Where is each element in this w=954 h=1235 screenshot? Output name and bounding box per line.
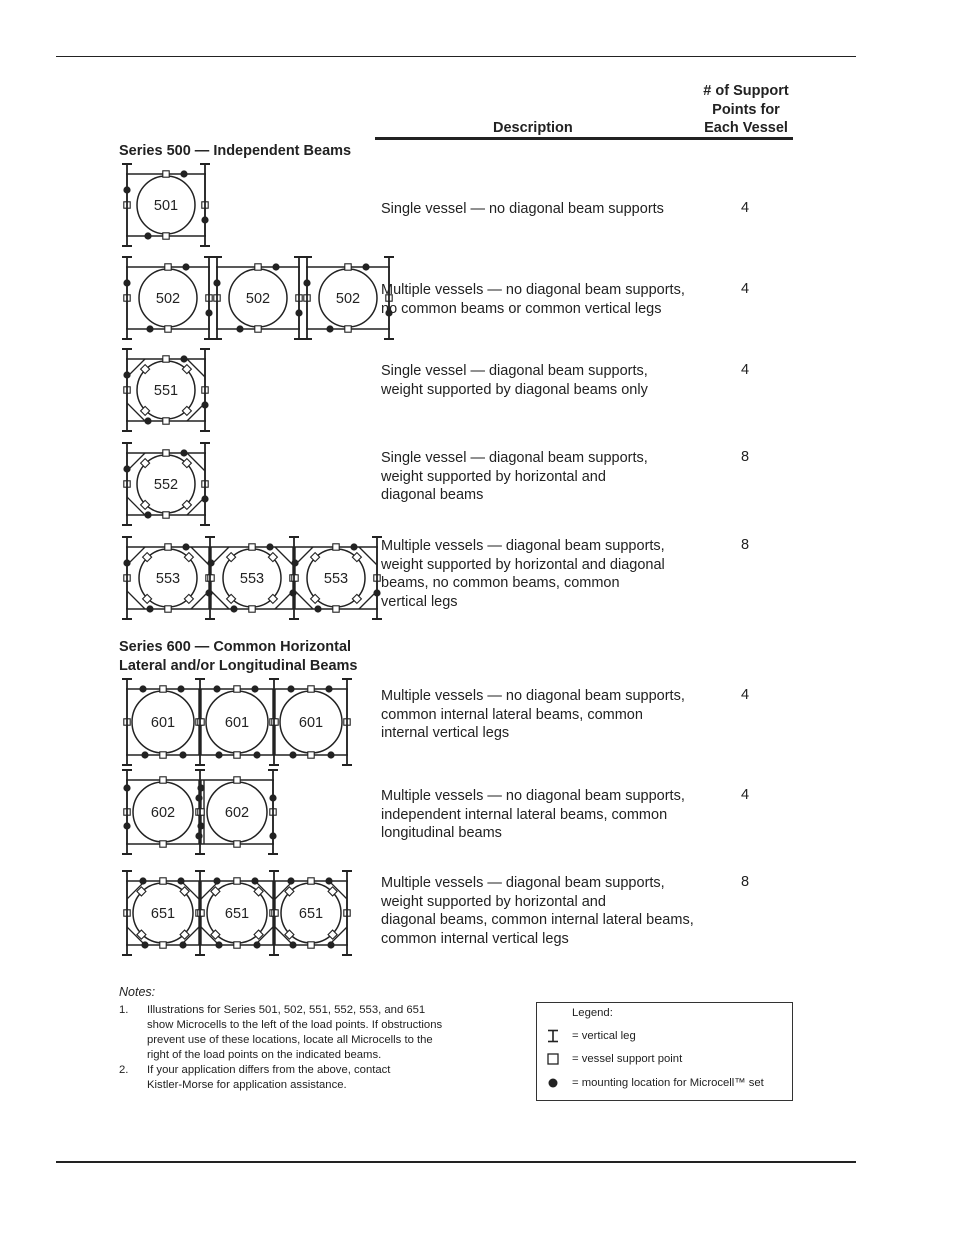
note-line: Illustrations for Series 501, 502, 551, 552, 553, and 651 (147, 1004, 426, 1016)
vessel-label: 501 (153, 198, 179, 214)
vessel-label: 553 (155, 571, 181, 587)
note-text (147, 1063, 390, 1093)
note-number: 1. (119, 1004, 129, 1016)
microcell-mounting-dot (350, 543, 357, 550)
description-line: beams, no common beams, common (381, 575, 620, 592)
vessel-support-point (234, 686, 240, 692)
microcell-mounting-dot (251, 685, 258, 692)
bottom-rule (56, 1161, 856, 1163)
microcell-mounting-dot (177, 685, 184, 692)
vessel-support-point (308, 878, 314, 884)
description-601 (381, 687, 726, 743)
vessel-support-point (208, 575, 214, 581)
microcell-mounting-dot (177, 877, 184, 884)
vessel-support-point (163, 171, 169, 177)
vessel-label: 651 (298, 906, 324, 922)
support-points-602: 4 (741, 787, 750, 803)
diagonal-beam (191, 547, 209, 565)
series-600-title (119, 638, 357, 675)
microcell-mounting-dot (362, 263, 369, 270)
description-line: Multiple vessels — no diagonal beam supports, (381, 688, 685, 704)
description-552 (381, 449, 726, 505)
description-line: Single vessel — diagonal beam supports, (381, 450, 648, 466)
description-line: diagonal beams (381, 487, 484, 504)
series-600-title-line: Series 600 — Common Horizontal (119, 639, 352, 655)
vessel-label: 601 (224, 715, 250, 731)
notes-title: Notes: (119, 985, 156, 999)
vessel-support-point (272, 719, 278, 725)
microcell-mounting-dot (272, 263, 279, 270)
microcell-mounting-dot (291, 559, 298, 566)
description-line: weight supported by diagonal beams only (381, 381, 648, 398)
microcell-mounting-dot (197, 784, 204, 791)
vessel-label: 601 (150, 715, 176, 731)
microcell-mounting-dot (215, 751, 222, 758)
illustration-502 (118, 255, 380, 341)
vessel-support-point (333, 544, 339, 550)
description-line: common internal vertical legs (381, 931, 569, 948)
microcell-mounting-dot (179, 751, 186, 758)
legend-box (536, 1002, 793, 1101)
description-602 (381, 787, 726, 843)
description-line: vertical legs (381, 594, 458, 611)
top-rule (56, 56, 856, 57)
vessel-support-point (165, 264, 171, 270)
vessel-support-point (249, 544, 255, 550)
microcell-mounting-dot (326, 325, 333, 332)
microcell-mounting-dot (287, 685, 294, 692)
vessel-label: 602 (150, 805, 176, 821)
vessel-support-point (234, 942, 240, 948)
description-line: independent internal lateral beams, common (381, 806, 668, 823)
description-line: weight supported by horizontal and (381, 468, 606, 485)
support-points-551: 4 (741, 362, 750, 378)
microcell-mounting-dot (213, 877, 220, 884)
illustration-601 (118, 677, 354, 767)
microcell-mounting-dot (146, 605, 153, 612)
vessel-support-point (165, 326, 171, 332)
vessel-support-point (255, 264, 261, 270)
vessel-label: 651 (150, 906, 176, 922)
vessel-label: 502 (245, 291, 271, 307)
note-item (119, 1063, 489, 1093)
vessel-support-point (165, 606, 171, 612)
diagonal-beam (359, 547, 377, 565)
microcell-mounting-dot (289, 941, 296, 948)
note-line: If your application differs from the above, contact (147, 1064, 391, 1076)
support-points-header (696, 82, 796, 138)
microcell-mounting-dot (325, 685, 332, 692)
support-points-651: 8 (741, 874, 750, 890)
legend-item (547, 1053, 682, 1065)
legend-item (547, 1029, 636, 1043)
description-551 (381, 362, 726, 399)
vessel-support-point (308, 752, 314, 758)
microcell-mounting-dot (179, 941, 186, 948)
description-header: Description (493, 120, 573, 136)
legend-label: = vertical leg (572, 1030, 636, 1042)
support-points-header-line: Each Vessel (704, 120, 788, 136)
description-651 (381, 874, 731, 949)
vessel-support-point (234, 752, 240, 758)
vessel-support-point (163, 512, 169, 518)
vessel-support-point (292, 575, 298, 581)
description-553 (381, 537, 726, 612)
description-line: Single vessel — no diagonal beam supports (381, 201, 664, 217)
legend-item (547, 1077, 764, 1089)
microcell-mounting-dot (253, 941, 260, 948)
vessel-support-point-icon (547, 1053, 559, 1065)
vessel-support-point (165, 544, 171, 550)
description-501 (381, 200, 726, 219)
vessel-support-point (160, 752, 166, 758)
microcell-mounting-dot (207, 559, 214, 566)
description-502 (381, 281, 726, 318)
microcell-mounting-dot (182, 263, 189, 270)
microcell-mounting-dot (230, 605, 237, 612)
vessel-support-point (160, 841, 166, 847)
vessel-support-point (345, 326, 351, 332)
microcell-mounting-dot (144, 511, 151, 518)
diagonal-beam (295, 591, 313, 609)
illustration-501 (118, 162, 208, 248)
microcell-mounting-dot (213, 685, 220, 692)
microcell-mounting-dot (180, 170, 187, 177)
vessel-support-point (308, 942, 314, 948)
vessel-support-point (160, 878, 166, 884)
support-points-501: 4 (741, 200, 750, 216)
diagonal-beam (275, 547, 293, 565)
vessel-label: 553 (323, 571, 349, 587)
vessel-support-point (198, 910, 204, 916)
vessel-label: 502 (335, 291, 361, 307)
description-line: longitudinal beams (381, 825, 502, 842)
microcell-mounting-icon (547, 1077, 559, 1089)
vessel-support-point (345, 264, 351, 270)
microcell-mounting-dot (327, 751, 334, 758)
vessel-support-point (163, 356, 169, 362)
description-line: Single vessel — diagonal beam supports, (381, 363, 648, 379)
header-underline (375, 137, 793, 140)
series-600-title-line: Lateral and/or Longitudinal Beams (119, 657, 358, 674)
description-line: weight supported by horizontal and (381, 893, 606, 910)
vessel-support-point (333, 606, 339, 612)
notes (119, 985, 489, 1093)
vessel-label: 502 (155, 291, 181, 307)
support-points-601: 4 (741, 687, 750, 703)
support-points-header-line: # of Support (703, 83, 789, 99)
vessel-support-point (198, 809, 204, 815)
vessel-support-point (272, 910, 278, 916)
microcell-mounting-dot (141, 941, 148, 948)
illustration-602 (118, 768, 288, 856)
microcell-mounting-dot (182, 543, 189, 550)
support-points-502: 4 (741, 281, 750, 297)
microcell-mounting-dot (327, 941, 334, 948)
microcell-mounting-dot (251, 877, 258, 884)
diagonal-beam (127, 591, 145, 609)
microcell-mounting-dot (141, 751, 148, 758)
vertical-leg-icon (547, 1029, 559, 1043)
microcell-mounting-dot (314, 605, 321, 612)
microcell-mounting-dot (144, 232, 151, 239)
microcell-mounting-dot (146, 325, 153, 332)
note-text (147, 1003, 442, 1063)
legend-label: = mounting location for Microcell™ set (572, 1077, 764, 1089)
vessel-support-point (234, 878, 240, 884)
description-line: Multiple vessels — no diagonal beam supports, (381, 282, 685, 298)
description-line: common internal lateral beams, common (381, 706, 643, 723)
vessel-label: 602 (224, 805, 250, 821)
microcell-mounting-dot (289, 751, 296, 758)
microcell-mounting-dot (253, 751, 260, 758)
vessel-label: 552 (153, 477, 179, 493)
vessel-support-point (163, 233, 169, 239)
note-line: show Microcells to the left of the load points. If obstructions (147, 1019, 443, 1031)
note-line: right of the load points on the indicated beams. (147, 1049, 382, 1061)
vessel-support-point (255, 326, 261, 332)
vessel-support-point (308, 686, 314, 692)
note-line: Kistler-Morse for application assistance. (147, 1079, 347, 1091)
microcell-mounting-dot (139, 877, 146, 884)
description-line: weight supported by horizontal and diagonal (381, 556, 665, 573)
legend-label: = vessel support point (572, 1053, 683, 1065)
vessel-support-point (163, 450, 169, 456)
vessel-label: 553 (239, 571, 265, 587)
description-line: Multiple vessels — diagonal beam supports, (381, 875, 665, 891)
vessel-label: 651 (224, 906, 250, 922)
microcell-mounting-dot (325, 877, 332, 884)
vessel-support-point (160, 942, 166, 948)
illustration-552 (118, 441, 208, 527)
microcell-mounting-dot (266, 543, 273, 550)
diagonal-beam (211, 591, 229, 609)
illustration-651 (118, 869, 354, 957)
description-line: no common beams or common vertical legs (381, 300, 662, 317)
support-points-553: 8 (741, 537, 750, 553)
description-line: diagonal beams, common internal lateral beams, (381, 912, 694, 929)
microcell-mounting-dot (215, 941, 222, 948)
vessel-support-point (234, 777, 240, 783)
microcell-mounting-dot (180, 355, 187, 362)
illustration-553 (118, 535, 368, 621)
vessel-support-point (234, 841, 240, 847)
description-line: Multiple vessels — no diagonal beam supports, (381, 788, 685, 804)
vessel-support-point (160, 686, 166, 692)
note-number: 2. (119, 1064, 129, 1076)
description-line: Multiple vessels — diagonal beam supports, (381, 538, 665, 554)
microcell-mounting-dot (236, 325, 243, 332)
vessel-label: 551 (153, 383, 179, 399)
vessel-support-point (160, 777, 166, 783)
support-points-552: 8 (741, 449, 750, 465)
vessel-label: 601 (298, 715, 324, 731)
vessel-support-point (198, 719, 204, 725)
support-points-header-line: Points for (712, 101, 780, 118)
microcell-mounting-dot (180, 449, 187, 456)
microcell-mounting-dot (287, 877, 294, 884)
description-line: internal vertical legs (381, 725, 510, 742)
illustration-551 (118, 347, 208, 433)
microcell-mounting-dot (197, 822, 204, 829)
vessel-support-point (163, 418, 169, 424)
microcell-mounting-dot (144, 417, 151, 424)
vessel-support-point (249, 606, 255, 612)
series-500-title: Series 500 — Independent Beams (119, 143, 352, 159)
microcell-mounting-dot (139, 685, 146, 692)
note-line: prevent use of these locations, locate all Microcells to the (147, 1034, 433, 1046)
legend-title: Legend: (572, 1007, 613, 1019)
note-item (119, 1003, 489, 1063)
